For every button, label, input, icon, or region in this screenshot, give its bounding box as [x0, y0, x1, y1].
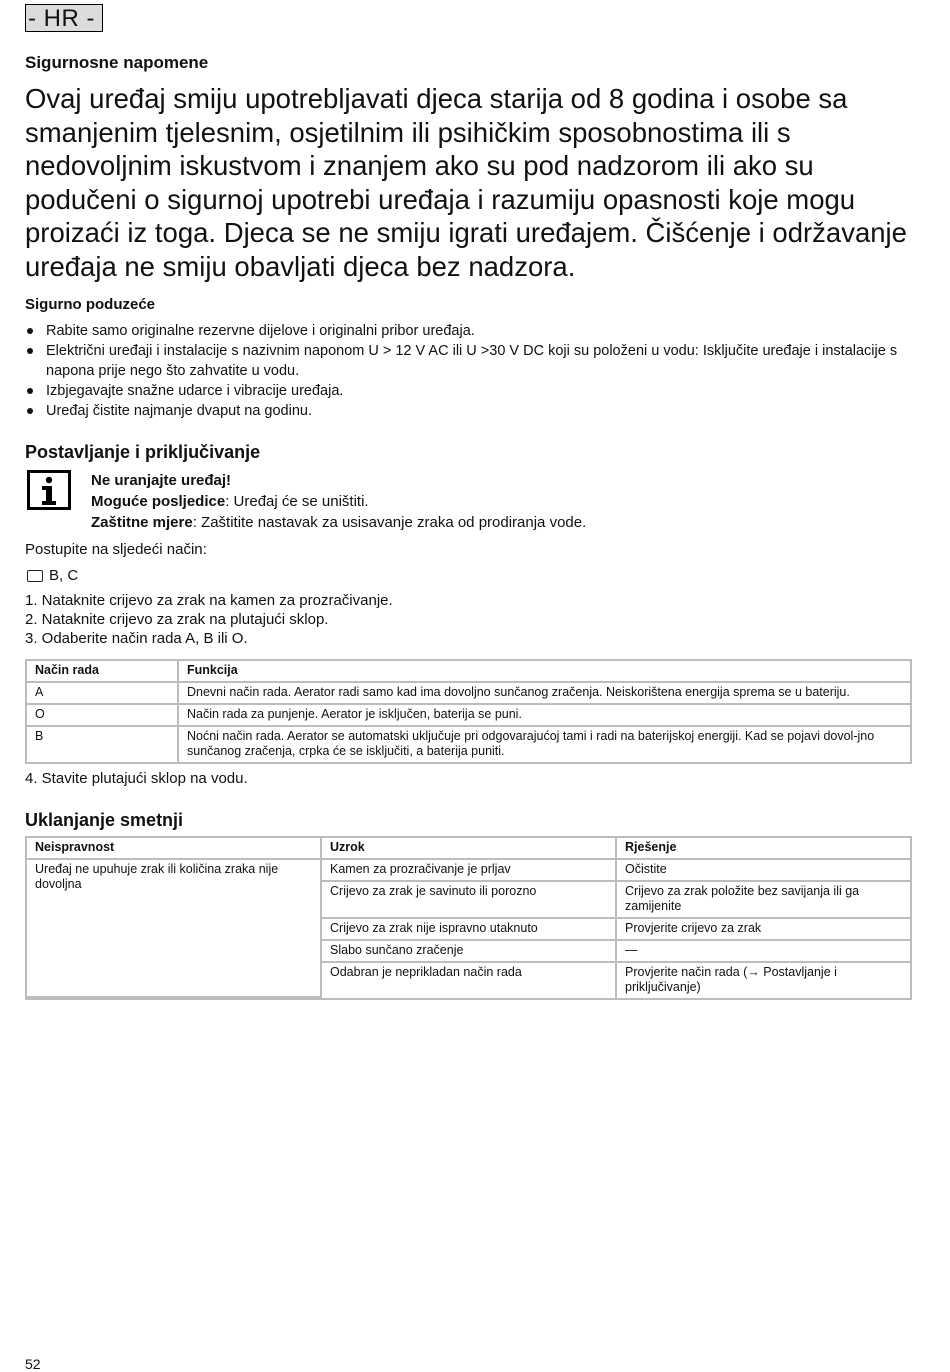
operating-mode-table	[25, 659, 912, 764]
list-item	[25, 321, 905, 341]
column-header: Funkcija	[179, 661, 910, 683]
list-item	[25, 341, 905, 381]
column-header: Rješenje	[617, 838, 910, 860]
remedy-cell: Očistite	[617, 860, 910, 882]
safe-operation-heading: Sigurno poduzeće	[25, 296, 156, 313]
column-header: Uzrok	[322, 838, 617, 860]
bullet-icon	[27, 388, 33, 394]
list-item-text: Izbjegavajte snažne udarce i vibracije uređaja.	[46, 383, 344, 399]
troubleshooting-table	[25, 836, 912, 1000]
notice-block	[91, 470, 891, 533]
installation-steps	[25, 591, 393, 648]
table-cell: A	[27, 683, 179, 705]
list-item-text: Rabite samo originalne rezervne dijelove i originalni pribor uređaja.	[46, 323, 475, 339]
table-cell: Dnevni način rada. Aerator radi samo kad ima dovoljno sunčanog zračenja. Neiskorištena energija sprema se u bateriju.	[179, 683, 910, 705]
bullet-icon	[27, 348, 33, 354]
list-item	[25, 381, 905, 401]
cause-cell: Kamen za prozračivanje je prljav	[322, 860, 617, 882]
list-item-text: Uređaj čistite najmanje dvaput na godinu.	[46, 403, 312, 419]
book-icon	[27, 570, 43, 582]
safety-notes-heading: Sigurnosne napomene	[25, 53, 209, 72]
list-item	[25, 401, 905, 421]
bullet-icon	[27, 328, 33, 334]
measures-text: : Zaštitite nastavak za usisavanje zraka od prodiranja vode.	[192, 514, 587, 531]
step-item: 4. Stavite plutajući sklop na vodu.	[25, 770, 248, 787]
consequence-text: : Uređaj će se uništiti.	[225, 493, 369, 510]
installation-heading: Postavljanje i priključivanje	[25, 442, 261, 462]
language-tag: - HR -	[25, 4, 103, 32]
table-row	[27, 860, 910, 882]
table-cell: O	[27, 705, 179, 727]
table-header-row	[27, 661, 910, 683]
page-number: 52	[25, 1356, 41, 1372]
remedy-cell: Crijevo za zrak položite bez savijanja ili ga zamijenite	[617, 882, 910, 919]
table-cell: Način rada za punjenje. Aerator je isključen, baterija se puni.	[179, 705, 910, 727]
consequence-label: Moguće posljedice	[91, 493, 226, 510]
notice-heading: Ne uranjajte uređaj!	[91, 472, 232, 489]
table-cell: Noćni način rada. Aerator se automatski uključuje pri odgovarajućoj tami i radi na baterijskoj energiji. Kad se pojavi dovol-jno sunčanog zračenja, crpka će se isključiti, a baterija puniti.	[187, 729, 875, 758]
safe-operation-list	[25, 321, 905, 421]
column-header: Neispravnost	[27, 838, 322, 860]
table-row	[27, 727, 910, 762]
remedy-cell: —	[617, 941, 910, 963]
information-icon	[27, 470, 71, 510]
cause-cell: Crijevo za zrak nije ispravno utaknuto	[322, 919, 617, 941]
figure-reference	[25, 567, 78, 584]
table-row	[27, 683, 910, 705]
safety-notes-text: Ovaj uređaj smiju upotrebljavati djeca starija od 8 godina i osobe sa smanjenim tjelesnim, osjetilnim ili psihičkim sposobnostima ili s nedovoljnim iskustvom i znanjem ako su pod nadzorom ili ako su podučeni o sigurnoj upotrebi uređaja i razumiju opasnosti koje mogu proizaći iz toga. Djeca se ne smiju igrati uređajem. Čišćenje i održavanje uređaja ne smiju obavljati djeca bez nadzora.	[25, 83, 907, 282]
proceed-text: Postupite na sljedeći način:	[25, 541, 207, 558]
step-item: 3. Odaberite način rada A, B ili O.	[25, 630, 248, 647]
measures-label: Zaštitne mjere	[91, 514, 193, 531]
step-item: 2. Nataknite crijevo za zrak na plutajući sklop.	[25, 611, 329, 628]
figure-reference-text: B, C	[49, 567, 79, 584]
table-cell: B	[27, 727, 179, 762]
cause-cell: Crijevo za zrak je savinuto ili porozno	[322, 882, 617, 919]
remedy-cell: Provjerite način rada (→ Postavljanje i priključivanje)	[625, 965, 837, 994]
column-header: Način rada	[27, 661, 179, 683]
fault-cell: Uređaj ne upuhuje zrak ili količina zraka nije dovoljna	[27, 860, 322, 998]
table-header-row	[27, 838, 910, 860]
cause-cell: Odabran je neprikladan način rada	[322, 963, 617, 998]
list-item-text: Električni uređaji i instalacije s nazivnim naponom U > 12 V AC ili U >30 V DC koji su položeni u vodu: Isključite uređaje i instalacije s napona prije nego što zahvatite u vodu.	[46, 343, 898, 379]
step-item: 1. Nataknite crijevo za zrak na kamen za prozračivanje.	[25, 592, 393, 609]
table-row	[27, 705, 910, 727]
remedy-cell: Provjerite crijevo za zrak	[617, 919, 910, 941]
bullet-icon	[27, 408, 33, 414]
cause-cell: Slabo sunčano zračenje	[322, 941, 617, 963]
troubleshooting-heading: Uklanjanje smetnji	[25, 810, 184, 830]
